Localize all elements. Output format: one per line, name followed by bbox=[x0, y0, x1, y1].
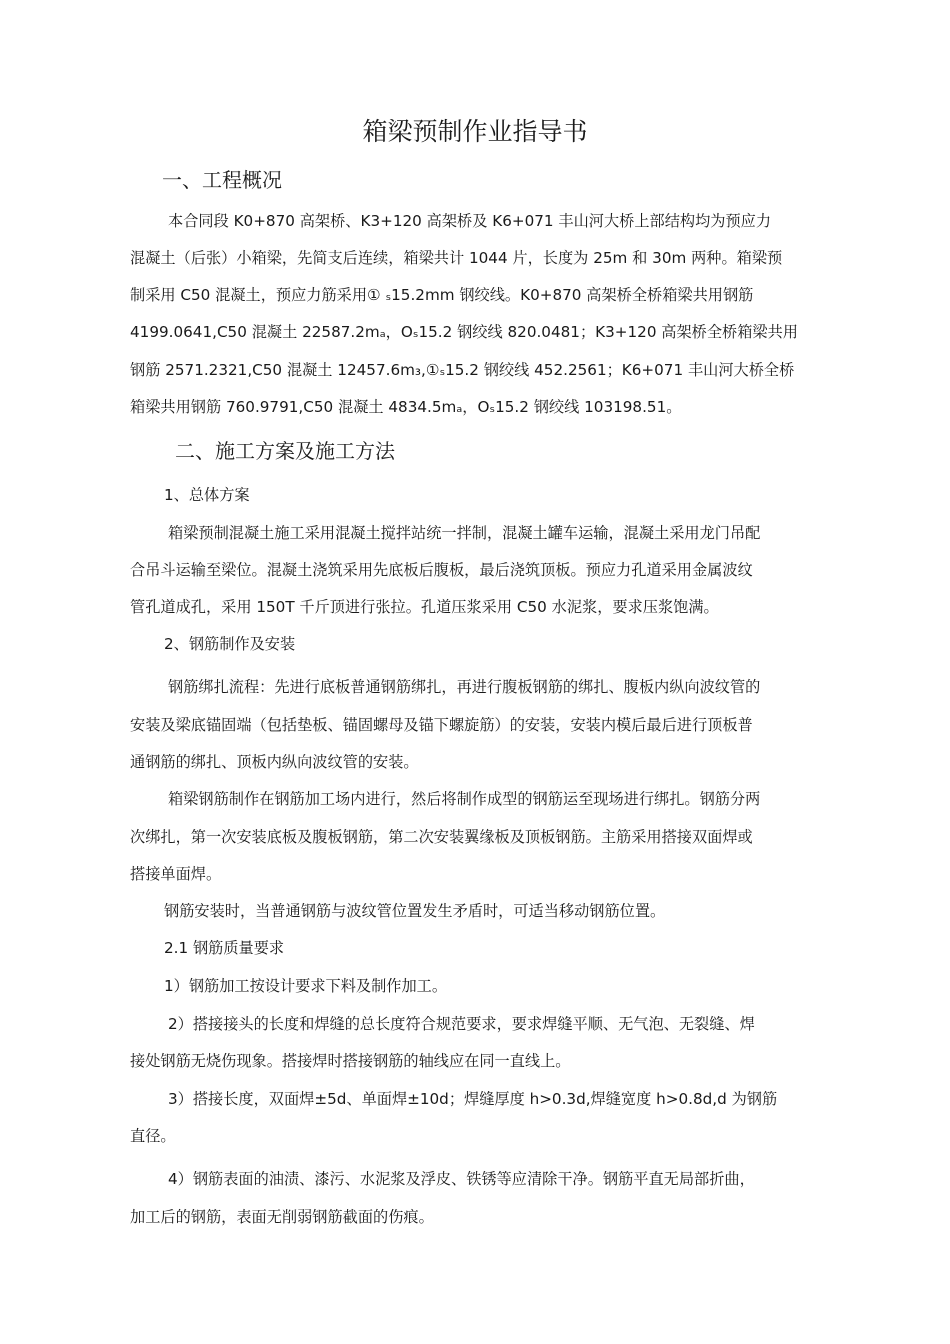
section-1-line: 钢筋 2571.2321,C50 混凝土 12457.6m₃,①ₛ15.2 钢绞线 452.2561；K6+071 丰山河大桥全桥 bbox=[130, 361, 795, 379]
document-title: 箱梁预制作业指导书 bbox=[362, 117, 588, 146]
quality-item-4-line: 4）钢筋表面的油渍、漆污、水泥浆及浮皮、铁锈等应清除干净。钢筋平直无局部折曲， bbox=[168, 1170, 755, 1188]
rebar-process-line: 通钢筋的绑扎、顶板内纵向波纹管的安装。 bbox=[130, 753, 419, 771]
section-1-line: 混凝土（后张）小箱梁，先简支后连续，箱梁共计 1044 片，长度为 25m 和 30m 两种。箱梁预 bbox=[130, 249, 783, 267]
overall-plan-line: 合吊斗运输至梁位。混凝土浇筑采用先底板后腹板，最后浇筑顶板。预应力孔道采用金属波纹 bbox=[130, 561, 753, 579]
rebar-fabrication-line: 箱梁钢筋制作在钢筋加工场内进行，然后将制作成型的钢筋运至现场进行绑扎。钢筋分两 bbox=[168, 790, 761, 808]
quality-item-2-line: 接处钢筋无烧伤现象。搭接焊时搭接钢筋的轴线应在同一直线上。 bbox=[130, 1052, 571, 1070]
section-1-line: 4199.0641,C50 混凝土 22587.2mₐ，Oₛ15.2 钢绞线 820.0481；K3+120 高架桥全桥箱梁共用 bbox=[130, 323, 798, 341]
section-1-line: 本合同段 K0+870 高架桥、K3+120 高架桥及 K6+071 丰山河大桥上部结构均为预应力 bbox=[168, 212, 772, 230]
quality-item-3-line: 直径。 bbox=[130, 1127, 176, 1145]
rebar-install-note: 钢筋安装时，当普通钢筋与波纹管位置发生矛盾时，可适当移动钢筋位置。 bbox=[164, 902, 666, 920]
overall-plan-line: 箱梁预制混凝土施工采用混凝土搅拌站统一拌制，混凝土罐车运输，混凝土采用龙门吊配 bbox=[168, 524, 761, 542]
overall-plan-line: 管孔道成孔，采用 150T 千斤顶进行张拉。孔道压浆采用 C50 水泥浆，要求压浆饱满。 bbox=[130, 598, 719, 616]
section-1-line: 制采用 C50 混凝土，预应力筋采用① ₛ15.2mm 钢绞线。K0+870 高架桥全桥箱梁共用钢筋 bbox=[130, 286, 754, 304]
subheading-rebar-quality: 2.1 钢筋质量要求 bbox=[164, 939, 285, 957]
subheading-overall-plan: 1、总体方案 bbox=[164, 486, 250, 504]
rebar-fabrication-line: 搭接单面焊。 bbox=[130, 865, 222, 883]
section-1-heading: 一、工程概况 bbox=[162, 168, 282, 192]
rebar-process-line: 钢筋绑扎流程：先进行底板普通钢筋绑扎，再进行腹板钢筋的绑扎、腹板内纵向波纹管的 bbox=[168, 678, 761, 696]
quality-item-3-line: 3）搭接长度，双面焊±5d、单面焊±10d；焊缝厚度 h>0.3d,焊缝宽度 h>0.8d,d 为钢筋 bbox=[168, 1090, 778, 1108]
quality-item-4-line: 加工后的钢筋，表面无削弱钢筋截面的伤痕。 bbox=[130, 1208, 434, 1226]
rebar-process-line: 安装及梁底锚固端（包括垫板、锚固螺母及锚下螺旋筋）的安装，安装内模后最后进行顶板普 bbox=[130, 716, 753, 734]
quality-item-1: 1）钢筋加工按设计要求下料及制作加工。 bbox=[164, 977, 448, 995]
subheading-rebar: 2、钢筋制作及安装 bbox=[164, 635, 296, 653]
section-1-line: 箱梁共用钢筋 760.9791,C50 混凝土 4834.5mₐ，Oₛ15.2 钢绞线 103198.51。 bbox=[130, 398, 682, 416]
rebar-fabrication-line: 次绑扎，第一次安装底板及腹板钢筋，第二次安装翼缘板及顶板钢筋。主筋采用搭接双面焊或 bbox=[130, 828, 753, 846]
section-2-heading: 二、施工方案及施工方法 bbox=[175, 439, 395, 463]
quality-item-2-line: 2）搭接接头的长度和焊缝的总长度符合规范要求，要求焊缝平顺、无气泡、无裂缝、焊 bbox=[168, 1015, 755, 1033]
